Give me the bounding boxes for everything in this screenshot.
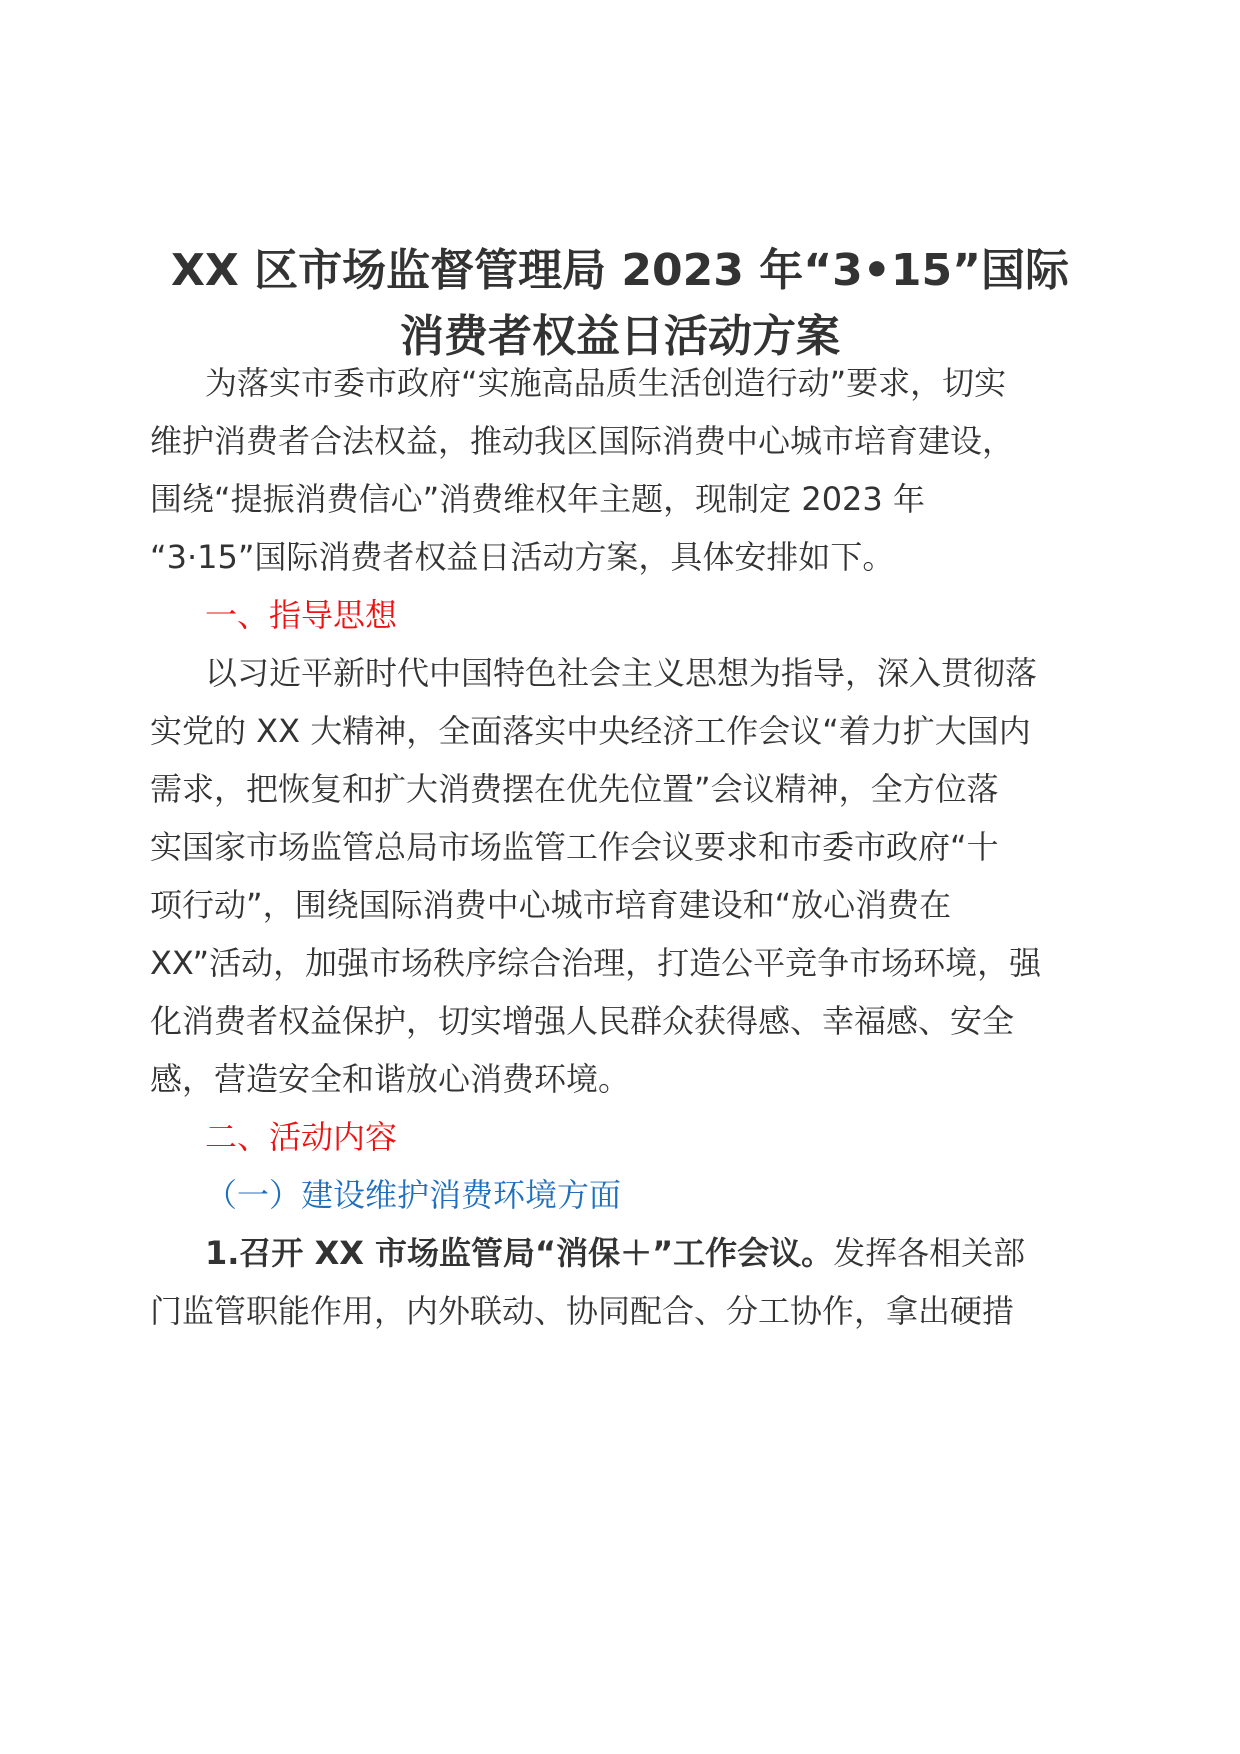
section-1-line-5: 项行动”，围绕国际消费中心城市培育建设和“放心消费在: [150, 886, 952, 924]
intro-line-3: 围绕“提振消费信心”消费维权年主题，现制定 2023 年: [150, 480, 925, 518]
intro-line-4: “3·15”国际消费者权益日活动方案，具体安排如下。: [150, 538, 895, 576]
section-2-heading: 二、活动内容: [205, 1118, 398, 1156]
item-1-line-1: [205, 1233, 1025, 1273]
item-1-text: 发挥各相关部: [833, 1234, 1026, 1272]
title-line-1: XX 区市场监督管理局 2023 年“3•15”国际: [170, 245, 1070, 296]
item-1-title: 1.召开 XX 市场监管局“消保＋”工作会议。: [205, 1234, 834, 1272]
section-1-line-6: XX”活动，加强市场秩序综合治理，打造公平竞争市场环境，强: [150, 944, 1042, 982]
item-1-line-2: 门监管职能作用，内外联动、协同配合、分工协作，拿出硬措: [150, 1292, 1015, 1330]
section-1-line-4: 实国家市场监管总局市场监管工作会议要求和市委市政府“十: [150, 828, 999, 866]
section-1-line-1: 以习近平新时代中国特色社会主义思想为指导，深入贯彻落: [205, 654, 1038, 692]
intro-line-2: 维护消费者合法权益，推动我区国际消费中心城市培育建设，: [150, 422, 1015, 460]
section-1-line-8: 感，营造安全和谐放心消费环境。: [150, 1060, 631, 1098]
section-1-line-3: 需求，把恢复和扩大消费摆在优先位置”会议精神，全方位落: [150, 770, 999, 808]
section-2-subheading: （一）建设维护消费环境方面: [205, 1176, 622, 1214]
section-1-heading: 一、指导思想: [205, 596, 398, 634]
section-1-line-7: 化消费者权益保护，切实增强人民群众获得感、幸福感、安全: [150, 1002, 1015, 1040]
section-1-line-2: 实党的 XX 大精神，全面落实中央经济工作会议“着力扩大国内: [150, 712, 1031, 750]
document-title: [150, 238, 1090, 370]
intro-line-1: 为落实市委市政府“实施高品质生活创造行动”要求，切实: [205, 364, 1007, 402]
title-line-2: 消费者权益日活动方案: [400, 311, 840, 362]
